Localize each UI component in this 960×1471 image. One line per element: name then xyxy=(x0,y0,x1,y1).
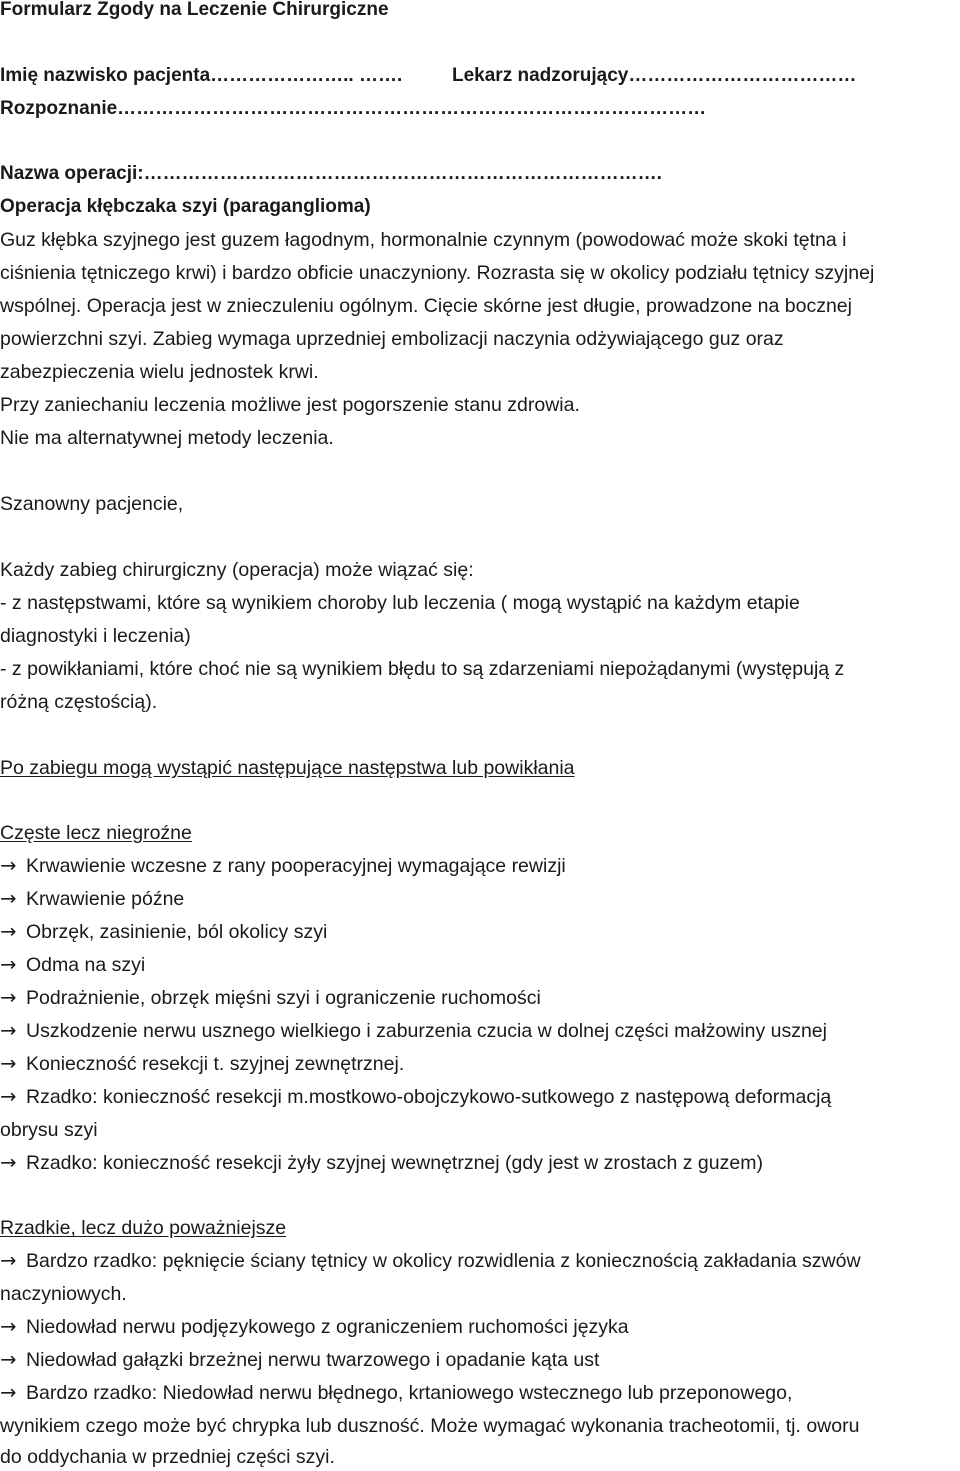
description-line: wspólnej. Operacja jest w znieczuleniu ogólnym. Cięcie skórne jest długie, prowadzone na bocznej xyxy=(0,295,852,317)
list-item: → Podrażnienie, obrzęk mięśni szyi i ograniczenie ruchomości xyxy=(0,986,541,1009)
arrow-right-icon: → xyxy=(0,1315,17,1338)
operation-name-field: Nazwa operacji:………………………………………………………………………. xyxy=(0,163,662,184)
list-item: → Bardzo rzadko: Niedowład nerwu błędnego, krtaniowego wstecznego lub przeponowego, xyxy=(0,1381,793,1404)
list-item: → Niedowład nerwu podjęzykowego z ograniczeniem ruchomości języka xyxy=(0,1315,629,1338)
arrow-right-icon: → xyxy=(0,1019,17,1042)
description-line: Przy zaniechaniu leczenia możliwe jest pogorszenie stanu zdrowia. xyxy=(0,394,580,416)
rare-complications-heading: Rzadkie, lecz dużo poważniejsze xyxy=(0,1217,287,1239)
intro-line: - z następstwami, które są wynikiem choroby lub leczenia ( mogą wystąpić na każdym etapie xyxy=(0,592,800,614)
list-item-continuation: obrysu szyi xyxy=(0,1119,98,1141)
description-line: zabezpieczenia wielu jednostek krwi. xyxy=(0,361,319,383)
list-item: → Rzadko: konieczność resekcji żyły szyjnej wewnętrznej (gdy jest w zrostach z guzem) xyxy=(0,1151,763,1174)
operation-title: Operacja kłębczaka szyi (paraganglioma) xyxy=(0,196,371,217)
consequences-heading: Po zabiegu mogą wystąpić następujące następstwa lub powikłania xyxy=(0,757,575,779)
arrow-right-icon: → xyxy=(0,986,17,1009)
patient-name-field: Imię nazwisko pacjenta………………….. ……. xyxy=(0,65,403,86)
intro-line: diagnostyki i leczenia) xyxy=(0,625,191,647)
arrow-right-icon: → xyxy=(0,1085,17,1108)
arrow-right-icon: → xyxy=(0,854,17,877)
description-line: powierzchni szyi. Zabieg wymaga uprzedniej embolizacji naczynia odżywiającego guz oraz xyxy=(0,328,784,350)
diagnosis-field: Rozpoznanie………………………………………………………………………………… xyxy=(0,98,707,119)
description-line: Nie ma alternatywnej metody leczenia. xyxy=(0,427,334,449)
intro-line: - z powikłaniami, które choć nie są wynikiem błędu to są zdarzeniami niepożądanymi (występują z xyxy=(0,658,845,680)
list-item-continuation: wynikiem czego może być chrypka lub duszność. Może wymagać wykonania tracheotomii, tj. oworu xyxy=(0,1415,860,1437)
arrow-right-icon: → xyxy=(0,1151,17,1174)
supervising-doctor-field: Lekarz nadzorujący……………………………… xyxy=(452,65,857,86)
list-item: → Konieczność resekcji t. szyjnej zewnętrznej. xyxy=(0,1052,405,1075)
list-item: → Niedowład gałązki brzeżnej nerwu twarzowego i opadanie kąta ust xyxy=(0,1348,600,1371)
list-item: → Odma na szyi xyxy=(0,953,146,976)
list-item: → Obrzęk, zasinienie, ból okolicy szyi xyxy=(0,920,328,943)
arrow-right-icon: → xyxy=(0,953,17,976)
arrow-right-icon: → xyxy=(0,1348,17,1371)
arrow-right-icon: → xyxy=(0,1249,17,1272)
list-item: → Krwawienie wczesne z rany pooperacyjnej wymagające rewizji xyxy=(0,854,566,877)
list-item: → Uszkodzenie nerwu usznego wielkiego i zaburzenia czucia w dolnej części małżowiny usznej xyxy=(0,1019,827,1042)
description-line: Guz kłębka szyjnego jest guzem łagodnym, hormonalnie czynnym (powodować może skoki tętna i xyxy=(0,229,847,251)
description-line: ciśnienia tętniczego krwi) i bardzo obficie unaczyniony. Rozrasta się w okolicy podziału tętnicy szyjnej xyxy=(0,262,875,284)
list-item-continuation: naczyniowych. xyxy=(0,1283,127,1305)
list-item-continuation: do oddychania w przedniej części szyi. xyxy=(0,1446,335,1468)
intro-line: różną częstością). xyxy=(0,691,158,713)
form-title: Formularz Zgody na Leczenie Chirurgiczne xyxy=(0,0,389,20)
arrow-right-icon: → xyxy=(0,1052,17,1075)
arrow-right-icon: → xyxy=(0,887,17,910)
arrow-right-icon: → xyxy=(0,1381,17,1404)
salutation: Szanowny pacjencie, xyxy=(0,493,184,515)
list-item: → Bardzo rzadko: pęknięcie ściany tętnicy w okolicy rozwidlenia z koniecznością zakładania szwów xyxy=(0,1249,861,1272)
list-item: → Rzadko: konieczność resekcji m.mostkowo-obojczykowo-sutkowego z następową deformacją xyxy=(0,1085,832,1108)
common-complications-heading: Częste lecz niegroźne xyxy=(0,822,192,844)
list-item: → Krwawienie późne xyxy=(0,887,185,910)
intro-line: Każdy zabieg chirurgiczny (operacja) może wiązać się: xyxy=(0,559,474,581)
arrow-right-icon: → xyxy=(0,920,17,943)
